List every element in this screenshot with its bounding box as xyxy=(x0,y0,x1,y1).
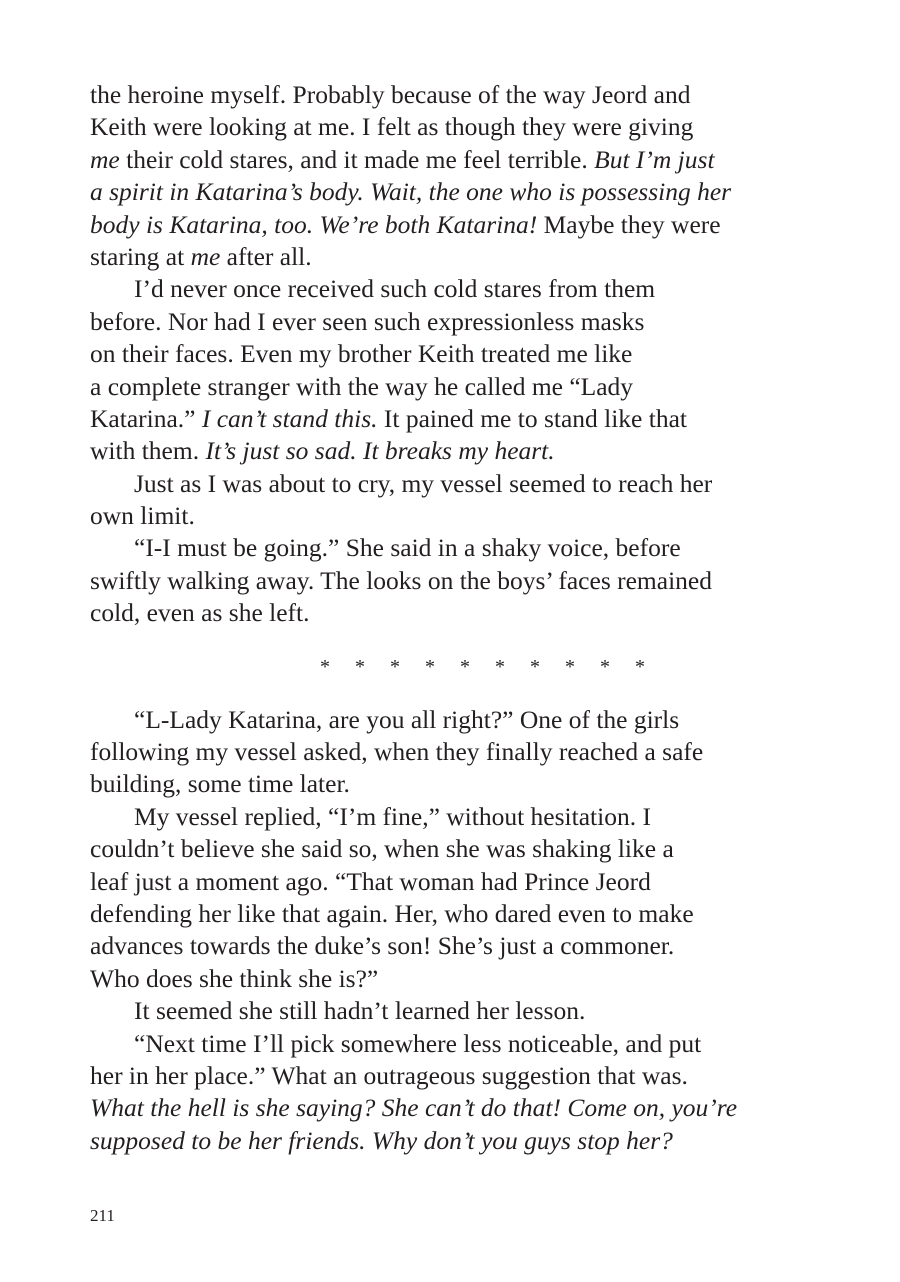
text-line xyxy=(90,532,820,564)
text-run: defending her like that again. Her, who dared even to make xyxy=(90,898,694,928)
text-line xyxy=(90,176,820,208)
text-run: couldn’t believe she said so, when she was shaking like a xyxy=(90,834,674,864)
text-run: swiftly walking away. The looks on the boys’ faces remained xyxy=(90,565,712,595)
text-line xyxy=(90,306,820,338)
italic-text: I can’t stand this. xyxy=(201,403,378,433)
text-run: Who does she think she is?” xyxy=(90,963,379,993)
text-line xyxy=(90,565,820,597)
text-run: My vessel replied, “I’m fine,” without hesitation. I xyxy=(134,801,651,831)
text-line xyxy=(90,1060,820,1092)
book-page-text xyxy=(90,79,820,1157)
italic-text: But I’m just xyxy=(594,144,715,174)
text-run: with them. xyxy=(90,436,206,466)
text-run: “I-I must be going.” She said in a shaky voice, before xyxy=(134,533,681,563)
text-line xyxy=(90,930,820,962)
text-block-before-break xyxy=(90,79,820,630)
text-run: her in her place.” What an outrageous suggestion that was. xyxy=(90,1060,688,1090)
text-line xyxy=(90,1125,820,1157)
text-run: It seemed she still hadn’t learned her lesson. xyxy=(134,996,586,1026)
italic-text: supposed to be her friends. Why don’t you guys stop her? xyxy=(90,1125,673,1155)
text-line xyxy=(90,963,820,995)
italic-text: me xyxy=(190,241,221,271)
text-run: their cold stares, and it made me feel terrible. xyxy=(119,144,595,174)
text-run: advances towards the duke’s son! She’s just a commoner. xyxy=(90,931,675,961)
text-line xyxy=(90,111,820,143)
text-line xyxy=(90,144,820,176)
text-run: Katarina.” xyxy=(90,403,202,433)
text-line xyxy=(90,1092,820,1124)
text-run: “Next time I’ll pick somewhere less noticeable, and put xyxy=(134,1028,702,1058)
text-line xyxy=(90,801,820,833)
text-run: Keith were looking at me. I felt as though they were giving xyxy=(90,112,694,142)
text-line xyxy=(90,241,820,273)
text-run: the heroine myself. Probably because of the way Jeord and xyxy=(90,80,691,109)
text-line xyxy=(90,79,820,111)
text-run: after all. xyxy=(220,241,312,271)
text-line xyxy=(90,736,820,768)
text-run: leaf just a moment ago. “That woman had Prince Jeord xyxy=(90,866,651,896)
text-block-after-break xyxy=(90,704,820,1157)
scene-break: * * * * * * * * * * xyxy=(320,655,645,678)
text-line xyxy=(90,866,820,898)
italic-text: me xyxy=(90,144,120,174)
text-run: before. Nor had I ever seen such expressionless masks xyxy=(90,306,645,336)
text-line xyxy=(90,768,820,800)
text-run: on their faces. Even my brother Keith treated me like xyxy=(90,339,633,369)
text-line xyxy=(90,833,820,865)
text-line xyxy=(90,898,820,930)
text-line xyxy=(90,597,820,629)
text-line xyxy=(90,500,820,532)
text-run: I’d never once received such cold stares from them xyxy=(134,274,656,304)
text-line xyxy=(90,704,820,736)
text-line xyxy=(90,338,820,370)
text-run: building, some time later. xyxy=(90,769,350,799)
text-run: “L-Lady Katarina, are you all right?” One of the girls xyxy=(134,704,680,734)
text-run: staring at xyxy=(90,241,191,271)
text-line xyxy=(90,468,820,500)
italic-text: What the hell is she saying? She can’t do that! Come on, you’re xyxy=(90,1093,738,1123)
text-line xyxy=(90,435,820,467)
text-run: cold, even as she left. xyxy=(90,598,310,628)
text-line xyxy=(90,273,820,305)
text-line xyxy=(90,403,820,435)
text-line xyxy=(90,1028,820,1060)
text-line xyxy=(90,995,820,1027)
text-run: own limit. xyxy=(90,501,195,531)
text-run: a complete stranger with the way he called me “Lady xyxy=(90,371,634,401)
text-run: Maybe they were xyxy=(537,209,721,239)
italic-text: a spirit in Katarina’s body. Wait, the one who is possessing her xyxy=(90,177,732,207)
italic-text: body is Katarina, too. We’re both Katarina! xyxy=(90,209,538,239)
text-run: following my vessel asked, when they finally reached a safe xyxy=(90,737,704,767)
text-run: Just as I was about to cry, my vessel seemed to reach her xyxy=(134,468,713,498)
text-line xyxy=(90,209,820,241)
page-number: 211 xyxy=(90,1206,115,1225)
italic-text: It’s just so sad. It breaks my heart. xyxy=(205,436,555,466)
text-run: It pained me to stand like that xyxy=(377,403,687,433)
text-line xyxy=(90,371,820,403)
